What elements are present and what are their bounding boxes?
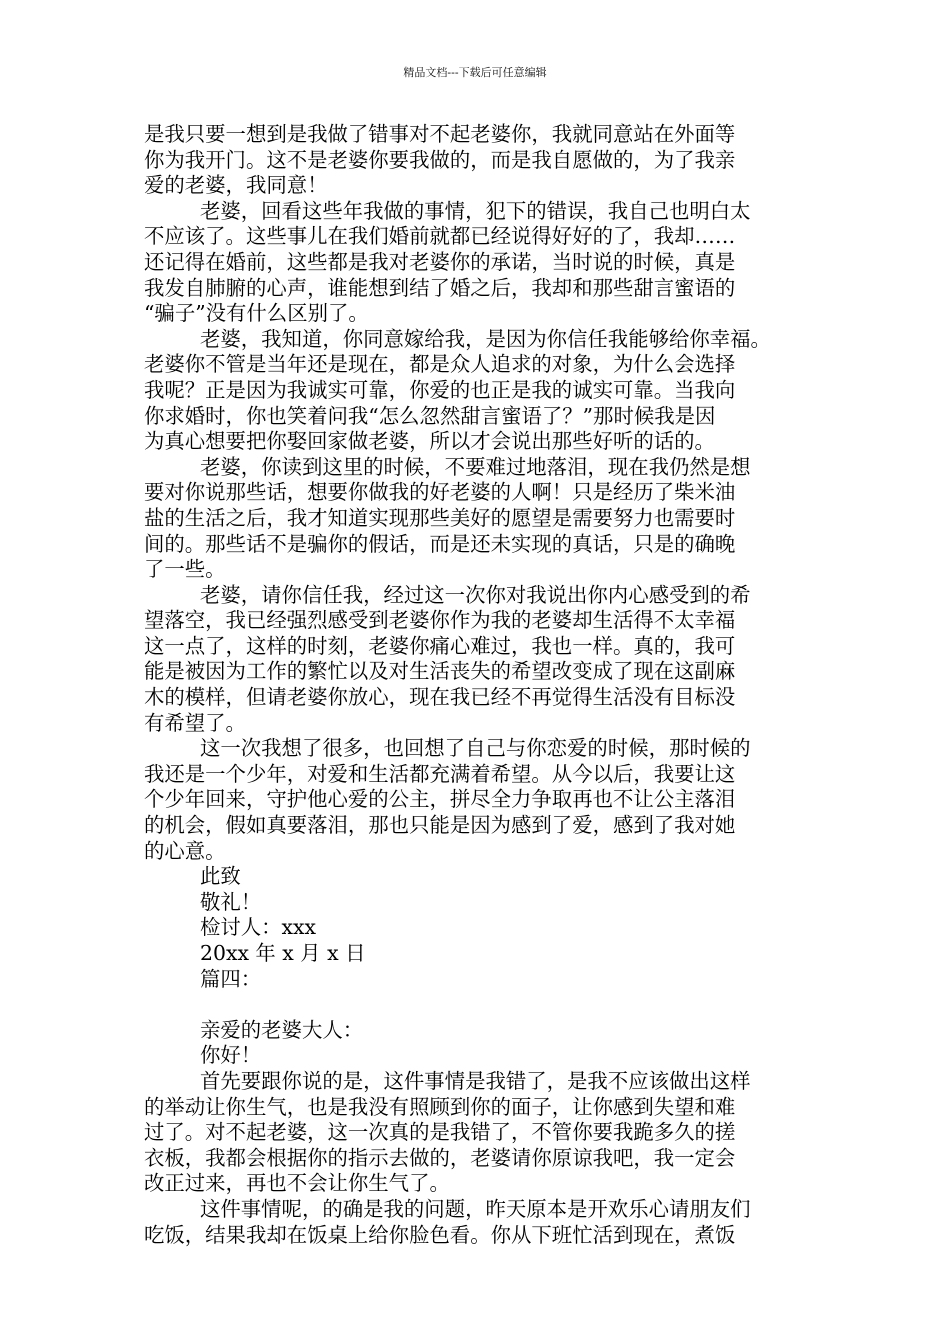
text-line: 老婆你不管是当年还是现在，都是众人追求的对象，为什么会选择 [144, 352, 736, 377]
text-line: 要对你说那些话，想要你做我的好老婆的人啊！只是经历了柴米油 [144, 480, 736, 505]
text-line: 望落空，我已经强烈感受到老婆你作为我的老婆却生活得不太幸福 [144, 608, 736, 633]
text-line: 我还是一个少年，对爱和生活都充满着希望。从今以后，我要让这 [144, 761, 736, 786]
text-line: 的举动让你生气，也是我没有照顾到你的面子，让你感到失望和难 [144, 1094, 736, 1119]
text-line: 改正过来，再也不会让你生气了。 [144, 1171, 450, 1196]
text-line: 衣板，我都会根据你的指示去做的，老婆请你原谅我吧，我一定会 [144, 1145, 736, 1170]
document-body [144, 122, 814, 1248]
text-line: 我呢？正是因为我诚实可靠，你爱的也正是我的诚实可靠。当我向 [144, 377, 736, 402]
page-header: 精品文档---下载后可任意编辑 [403, 66, 547, 79]
text-line: 吃饭，结果我却在饭桌上给你脸色看。你从下班忙活到现在，煮饭 [144, 1222, 736, 1247]
text-line: 你为我开门。这不是老婆你要我做的，而是我自愿做的，为了我亲 [144, 147, 736, 172]
text-line: “骗子”没有什么区别了。 [144, 301, 369, 326]
text-line: 是我只要一想到是我做了错事对不起老婆你，我就同意站在外面等 [144, 122, 736, 146]
text-line: 这一次我想了很多，也回想了自己与你恋爱的时候，那时候的 [200, 736, 751, 761]
closing-line: 此致 [200, 864, 241, 889]
date-line: 20xx 年 x 月 x 日 [200, 941, 366, 965]
text-line: 了一些。 [144, 557, 226, 582]
text-line: 间的。那些话不是骗你的假话，而是还未实现的真话，只是的确晚 [144, 531, 736, 556]
greeting-line: 你好！ [200, 1043, 262, 1068]
text-line: 个少年回来，守护他心爱的公主，拼尽全力争取再也不让公主落泪 [144, 787, 736, 812]
text-line: 老婆，我知道，你同意嫁给我，是因为你信任我能够给你幸福。 [200, 326, 771, 351]
text-line: 你求婚时，你也笑着问我“怎么忽然甜言蜜语了？”那时候我是因 [144, 403, 716, 428]
text-line: 还记得在婚前，这些都是我对老婆你的承诺，当时说的时候，真是 [144, 249, 736, 274]
text-line: 木的模样，但请老婆你放心，现在我已经不再觉得生活没有目标没 [144, 685, 736, 710]
text-line: 的心意。 [144, 838, 226, 863]
signature-line: 检讨人：xxx [200, 915, 317, 940]
text-line: 这件事情呢，的确是我的问题，昨天原本是开欢乐心请朋友们 [200, 1196, 751, 1221]
text-line: 能是被因为工作的繁忙以及对生活丧失的希望改变成了现在这副麻 [144, 659, 736, 684]
text-line: 老婆，回看这些年我做的事情，犯下的错误，我自己也明白太 [200, 198, 751, 223]
text-line: 有希望了。 [144, 710, 246, 735]
text-line: 这一点了，这样的时刻，老婆你痛心难过，我也一样。真的，我可 [144, 633, 736, 658]
text-line: 的机会，假如真要落泪，那也只能是因为感到了爱，感到了我对她 [144, 813, 736, 838]
text-line: 我发自肺腑的心声，谁能想到结了婚之后，我却和那些甜言蜜语的 [144, 275, 736, 300]
text-line: 老婆，你读到这里的时候，不要难过地落泪，现在我仍然是想 [200, 454, 751, 479]
text-line: 爱的老婆，我同意！ [144, 173, 328, 198]
greeting-line: 亲爱的老婆大人： [200, 1017, 364, 1042]
salutation-line: 敬礼！ [200, 889, 262, 914]
text-line: 首先要跟你说的是，这件事情是我错了，是我不应该做出这样 [200, 1068, 751, 1093]
text-line: 为真心想要把你娶回家做老婆，所以才会说出那些好听的话的。 [144, 429, 715, 454]
text-line: 不应该了。这些事儿在我们婚前就都已经说得好好的了，我却…… [144, 224, 736, 249]
text-line: 盐的生活之后，我才知道实现那些美好的愿望是需要努力也需要时 [144, 505, 736, 530]
text-line: 过了。对不起老婆，这一次真的是我错了，不管你要我跪多久的搓 [144, 1120, 736, 1145]
section-heading: 篇四： [200, 966, 262, 991]
text-line: 老婆，请你信任我，经过这一次你对我说出你内心感受到的希 [200, 582, 751, 607]
blank-line [144, 992, 814, 1018]
